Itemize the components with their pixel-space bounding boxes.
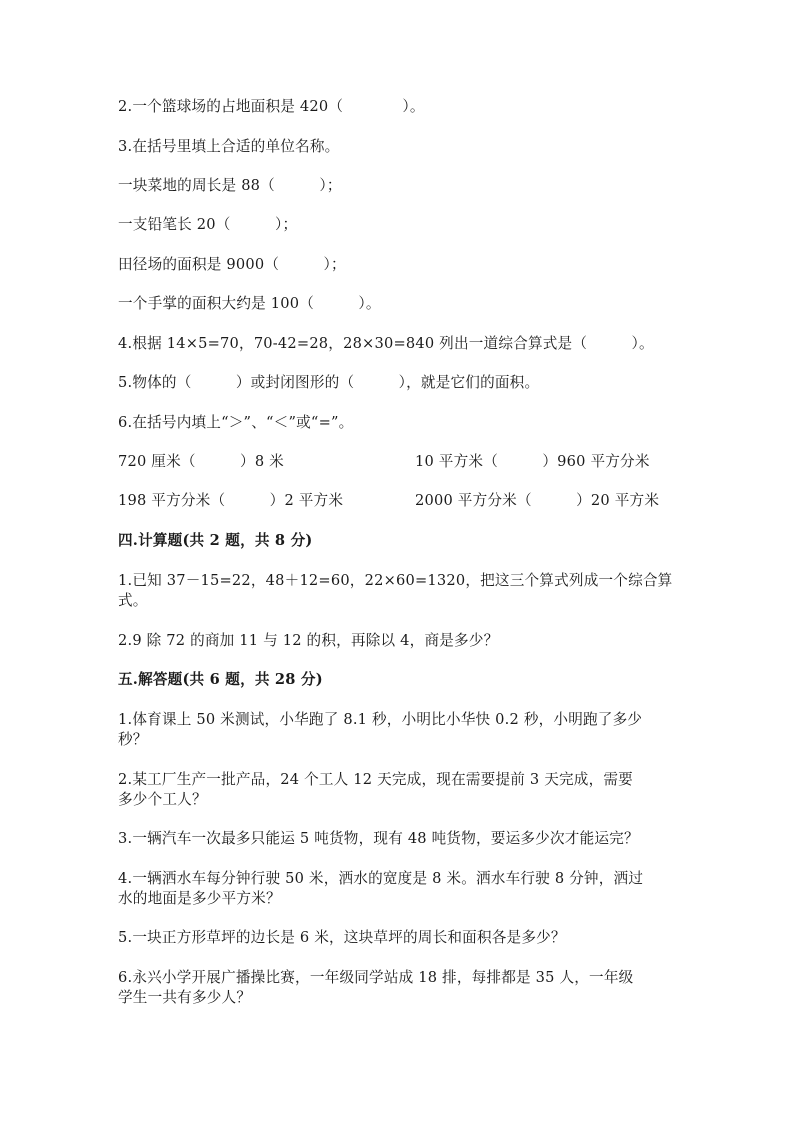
question-5-5: 5.一块正方形草坪的边长是 6 米，这块草坪的周长和面积各是多少？	[118, 929, 566, 946]
question-2-6-item-d: 2000 平方分米（ ）20 平方米	[415, 492, 660, 509]
question-5-4-line-2: 水的地面是多少平方米？	[118, 890, 281, 907]
question-2-4: 4.根据 14×5=70，70-42=28，28×30=840 列出一道综合算式是（ ）。	[118, 335, 654, 352]
section-heading-5: 五.解答题(共 6 题，共 28 分)	[118, 671, 323, 688]
question-5-2-line-1: 2.某工厂生产一批产品，24 个工人 12 天完成，现在需要提前 3 天完成，需要	[118, 771, 633, 788]
question-5-3: 3.一辆汽车一次最多只能运 5 吨货物，现有 48 吨货物，要运多少次才能运完？	[118, 830, 639, 847]
question-2-6: 6.在括号内填上“＞”、“＜”或“=”。	[118, 414, 354, 431]
question-2-6-item-a: 720 厘米（ ）8 米	[118, 453, 284, 470]
question-2-3-item-b: 一支铅笔长 20（ ）；	[118, 216, 298, 233]
question-4-1-line-2: 式。	[118, 592, 148, 609]
question-5-1-line-1: 1.体育课上 50 米测试，小华跑了 8.1 秒，小明比小华快 0.2 秒，小明跑了多少	[118, 711, 643, 728]
question-2-3-item-a: 一块菜地的周长是 88（ ）；	[118, 177, 342, 194]
question-2-6-item-c: 198 平方分米（ ）2 平方米	[118, 492, 344, 509]
question-2-3-item-c: 田径场的面积是 9000（ ）；	[118, 256, 346, 273]
question-5-6-line-1: 6.永兴小学开展广播操比赛，一年级同学站成 18 排，每排都是 35 人，一年级	[118, 969, 634, 986]
question-2-3: 3.在括号里填上合适的单位名称。	[118, 138, 340, 155]
question-2-3-item-d: 一个手掌的面积大约是 100（ ）。	[118, 295, 381, 312]
question-5-1-line-2: 秒？	[118, 731, 148, 748]
question-5-6-line-2: 学生一共有多少人？	[118, 989, 252, 1006]
question-2-2: 2.一个篮球场的占地面积是 420（ ）。	[118, 98, 425, 115]
question-4-2: 2.9 除 72 的商加 11 与 12 的积，再除以 4，商是多少？	[118, 632, 499, 649]
section-heading-4: 四.计算题(共 2 题，共 8 分)	[118, 532, 313, 549]
question-5-2-line-2: 多少个工人？	[118, 791, 207, 808]
question-2-5: 5.物体的（ ）或封闭图形的（ ），就是它们的面积。	[118, 374, 540, 391]
question-4-1-line-1: 1.已知 37－15=22，48＋12=60，22×60=1320，把这三个算式列成一个综合算	[118, 572, 673, 589]
question-5-4-line-1: 4.一辆洒水车每分钟行驶 50 米，洒水的宽度是 8 米。洒水车行驶 8 分钟，洒过	[118, 870, 644, 887]
question-2-6-item-b: 10 平方米（ ）960 平方分米	[415, 453, 650, 470]
